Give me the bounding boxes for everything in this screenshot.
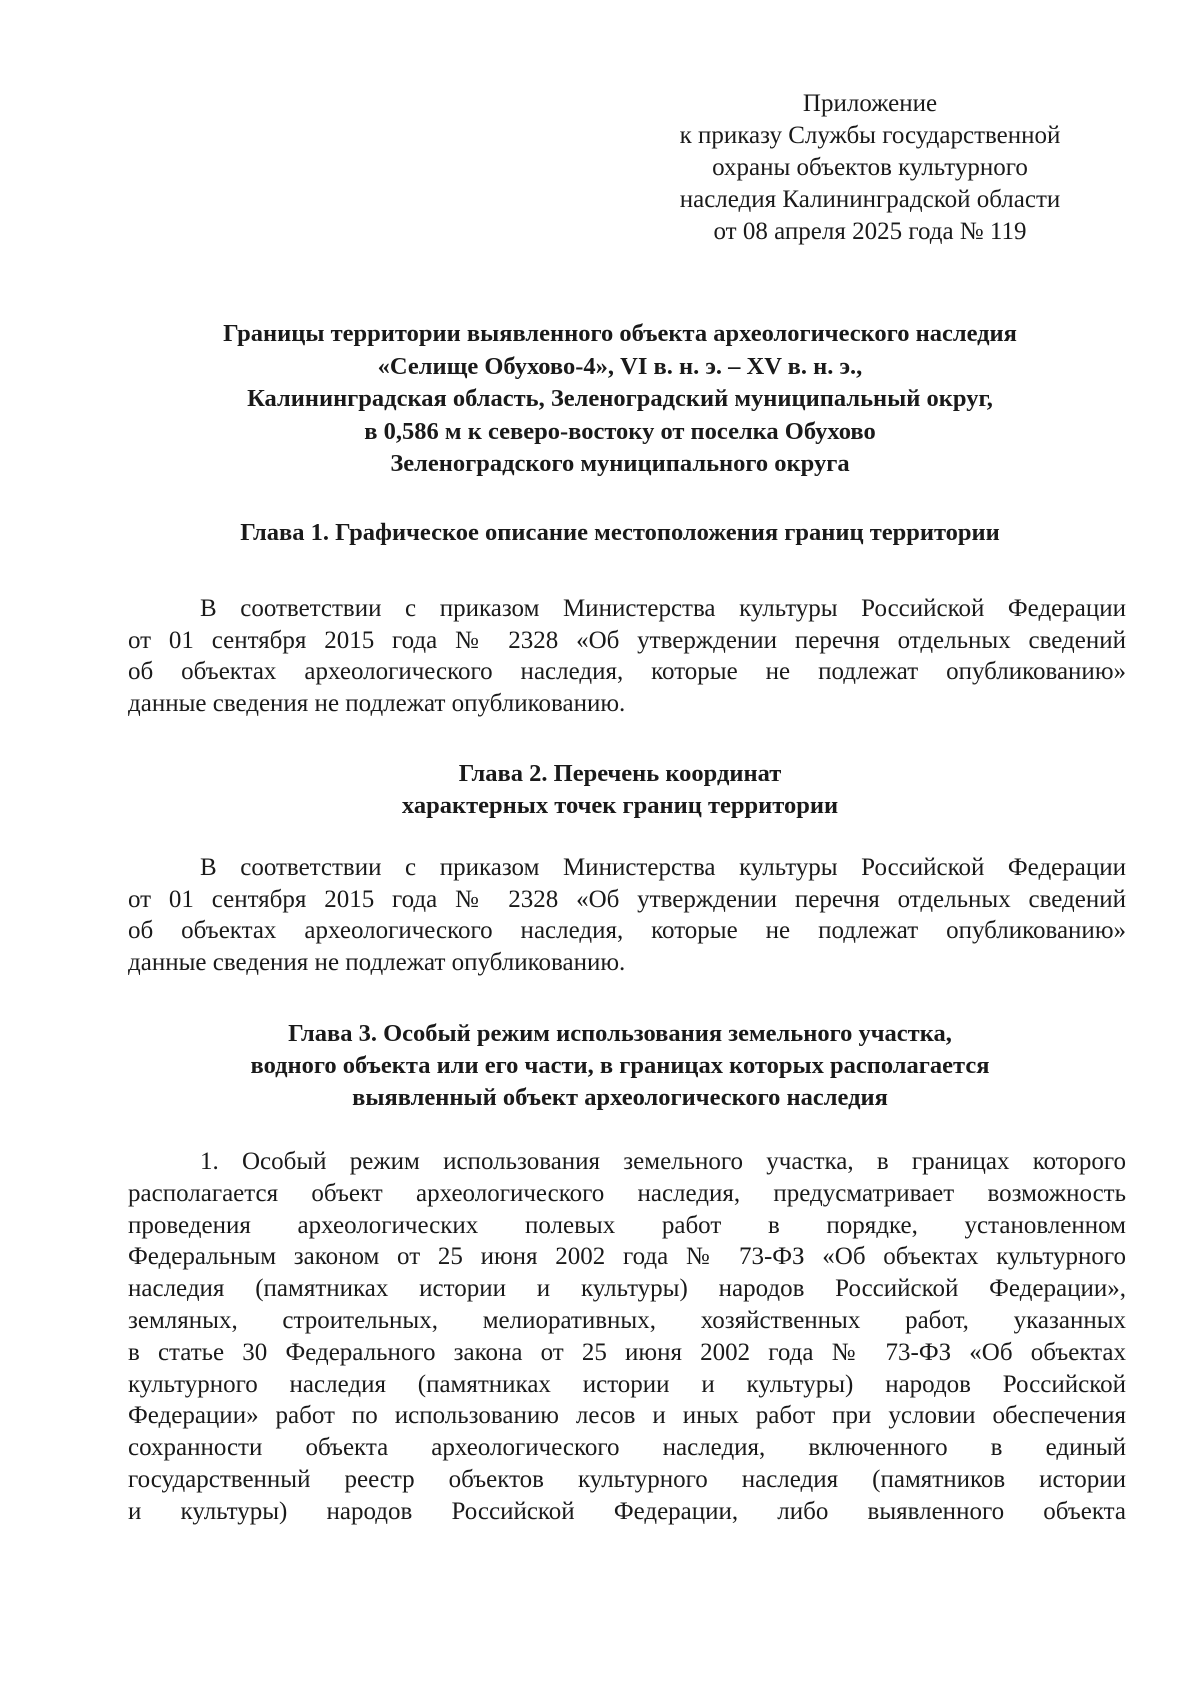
chapter-1-heading xyxy=(130,517,1110,549)
paragraph-line: и культуры) народов Российской Федерации, либо выявленного объекта xyxy=(128,1497,1126,1525)
paragraph-line: В соответствии с приказом Министерства культуры Российской Федерации xyxy=(200,854,1126,881)
chapter-2-paragraph xyxy=(128,852,1126,978)
title-line: Зеленоградского муниципального округа xyxy=(390,450,850,477)
heading-line: Глава 3. Особый режим использования земельного участка, xyxy=(288,1020,952,1047)
paragraph-line: земляных, строительных, мелиоративных, хозяйственных работ, указанных xyxy=(128,1306,1126,1334)
paragraph-line: 1. Особый режим использования земельного участка, в границах которого xyxy=(200,1148,1126,1175)
heading-line: водного объекта или его части, в границах которых располагается xyxy=(250,1052,990,1079)
paragraph-line: Федерации» работ по использованию лесов и иных работ при условии обеспечения xyxy=(128,1402,1126,1430)
paragraph-line: данные сведения не подлежат опубликованию. xyxy=(128,948,626,976)
paragraph-line: В соответствии с приказом Министерства культуры Российской Федерации xyxy=(200,595,1126,622)
paragraph-line: об объектах археологического наследия, которые не подлежат опубликованию» xyxy=(128,917,1126,944)
paragraph-line: государственный реестр объектов культурного наследия (памятников истории xyxy=(128,1465,1126,1493)
paragraph-line: данные сведения не подлежат опубликованию. xyxy=(128,689,626,717)
paragraph-line: сохранности объекта археологического наследия, включенного в единый xyxy=(128,1434,1126,1462)
heading-line: Глава 2. Перечень координат xyxy=(458,760,782,787)
chapter-2-heading xyxy=(130,758,1110,822)
heading-line: характерных точек границ территории xyxy=(401,792,839,819)
heading-line: Глава 1. Графическое описание местоположения границ территории xyxy=(240,519,1000,546)
appendix-line: охраны объектов культурного xyxy=(712,154,1028,181)
appendix-line: от 08 апреля 2025 года № 119 xyxy=(713,218,1027,245)
chapter-1-paragraph xyxy=(128,593,1126,719)
paragraph-line: проведения археологических полевых работ в порядке, установленном xyxy=(128,1211,1126,1239)
paragraph-line: культурного наследия (памятниках истории и культуры) народов Российской xyxy=(128,1370,1126,1398)
paragraph-line: в статье 30 Федерального закона от 25 июня 2002 года № 73-ФЗ «Об объектах xyxy=(128,1338,1126,1366)
paragraph-line: об объектах археологического наследия, которые не подлежат опубликованию» xyxy=(128,658,1126,685)
paragraph-line: от 01 сентября 2015 года № 2328 «Об утверждении перечня отдельных сведений xyxy=(128,885,1126,913)
title-line: Калининградская область, Зеленоградский муниципальный округ, xyxy=(247,385,993,412)
appendix-line: наследия Калининградской области xyxy=(679,186,1061,213)
appendix-block xyxy=(600,88,1140,248)
appendix-line: к приказу Службы государственной xyxy=(679,122,1061,149)
title-line: Границы территории выявленного объекта археологического наследия xyxy=(223,320,1017,347)
chapter-3-paragraph xyxy=(128,1146,1126,1528)
paragraph-line: от 01 сентября 2015 года № 2328 «Об утверждении перечня отдельных сведений xyxy=(128,626,1126,654)
document-title xyxy=(130,318,1110,481)
heading-line: выявленный объект археологического наследия xyxy=(352,1084,888,1111)
paragraph-line: наследия (памятниках истории и культуры) народов Российской Федерации», xyxy=(128,1275,1126,1303)
paragraph-line: располагается объект археологического наследия, предусматривает возможность xyxy=(128,1179,1126,1207)
chapter-3-heading xyxy=(130,1018,1110,1114)
title-line: «Селище Обухово-4», VI в. н. э. – XV в. н. э., xyxy=(377,352,863,380)
appendix-line: Приложение xyxy=(802,90,938,117)
title-line: в 0,586 м к северо-востоку от поселка Обухово xyxy=(364,417,876,445)
paragraph-line: Федеральным законом от 25 июня 2002 года № 73-ФЗ «Об объектах культурного xyxy=(128,1243,1126,1271)
